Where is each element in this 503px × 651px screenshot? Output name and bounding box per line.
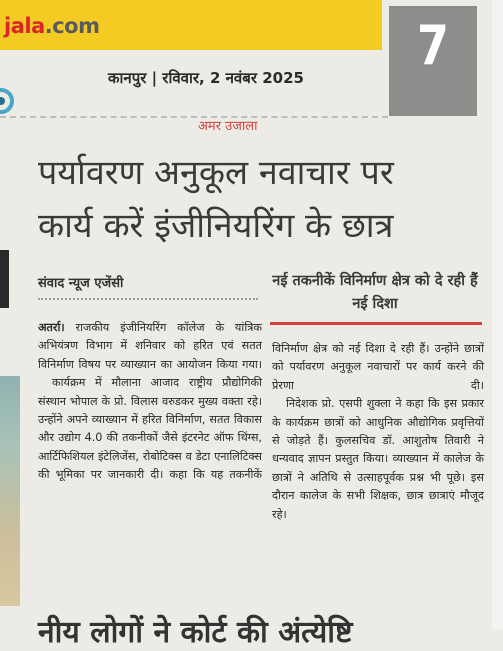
article-subheading: नई तकनीकें विनिर्माण क्षेत्र को दे रही हैं नई दिशा	[272, 273, 478, 312]
page-edge	[492, 0, 503, 629]
dateline: कानपुर | रविवार, 2 नवंबर 2025	[108, 69, 304, 87]
subheading-underline	[270, 322, 482, 325]
body-paragraph: निदेशक प्रो. एसपी शुक्ला ने कहा कि इस प्रकार के कार्यक्रम छात्रों को आधुनिक औद्योगिक प्रवृत्तियों से जोड़ते हैं। कुलसचिव डॉ. आशुतोष तिवारी ने धन्यवाद ज्ञापन प्रस्तुत किया। व्याख्यान में कालेज के छात्रों ने अतिथि से उत्साहपूर्वक प्रश्न भी पूछे। इस दौरान कालेज के सभी शिक्षक, छात्र छात्राएं मौजूद रहे।	[272, 397, 484, 521]
byline: संवाद न्यूज एजेंसी	[38, 276, 124, 291]
next-headline-text: नीय लोगों ने कोर्ट की अंत्येष्टि	[38, 615, 353, 650]
dateline-place: अतर्रा।	[38, 321, 65, 334]
dashed-divider	[0, 116, 388, 118]
body-paragraph: विनिर्माण क्षेत्र को नई दिशा दे रही हैं। उन्होंने छात्रों को पर्यावरण अनुकूल नवाचारों पर कार्य करने की प्रेरणा दी।	[272, 342, 484, 392]
adjacent-photo-edge	[0, 376, 20, 606]
byline-divider	[38, 298, 258, 300]
headline-line-2: कार्य करें इंजीनियरिंग के छात्र	[38, 206, 394, 246]
headline-line-1: पर्यावरण अनुकूल नवाचार पर	[38, 153, 394, 193]
watermark-label: अमर उजाला	[198, 119, 258, 134]
body-column-left	[38, 319, 262, 485]
body-column-right	[272, 340, 484, 524]
page-number: 7	[417, 14, 449, 77]
next-article-headline	[38, 604, 498, 650]
body-paragraph: कार्यक्रम में मौलाना आजाद राष्ट्रीय प्रौद्योगिकी संस्थान भोपाल के प्रो. विलास वरुडकर मुख्य वक्ता रहे। उन्होंने अपने व्याख्यान में हरित विनिर्माण, सतत विकास और उद्योग 4.0 की तकनीकों जैसे इंटरनेट ऑफ थिंग्स, आर्टिफिशियल इंटेलिजेंस, रोबोटिक्स व डेटा एनालिटिक्स की भूमिका पर जानकारी दी। कहा कि यह तकनीकें	[38, 376, 262, 482]
page-number-box	[389, 6, 477, 116]
paragraph-text: राजकीय इंजीनियरिंग कॉलेज के यांत्रिक अभियंत्रण विभाग में शनिवार को हरित एवं सतत विनिर्माण विषय पर व्याख्यान का आयोजन किया गया।	[38, 321, 262, 371]
article-headline	[38, 147, 488, 253]
site-logo-tld: .com	[44, 14, 100, 38]
body-paragraph	[38, 319, 262, 374]
site-logo-name: jala	[4, 14, 45, 38]
globe-icon	[0, 86, 16, 116]
site-logo	[4, 14, 100, 38]
adjacent-column-edge	[0, 250, 9, 308]
